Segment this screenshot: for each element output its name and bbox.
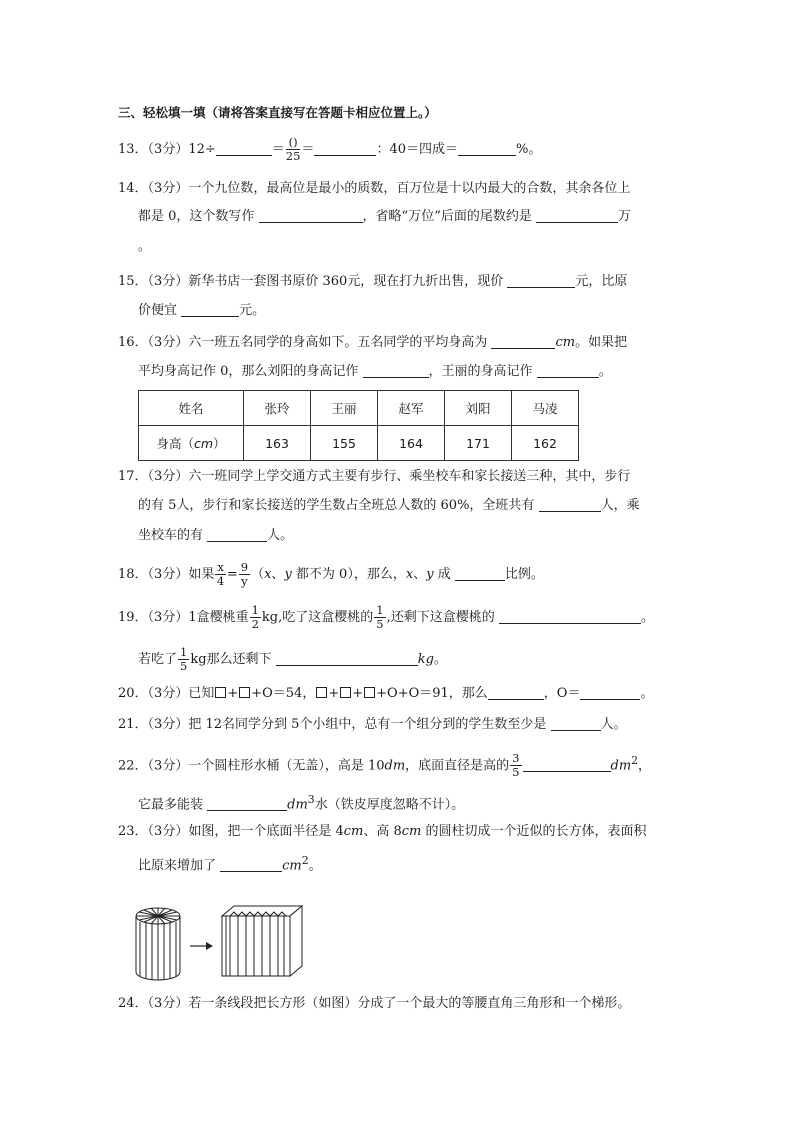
question-21: 21．（3分）把 12名同学分到 5个小组中，总有一个组分到的学生数至少是 人。 <box>118 717 627 732</box>
table-cell: 刘阳 <box>445 391 512 426</box>
cylinder-to-cuboid-figure <box>130 902 310 984</box>
table-cell: 身高（cm） <box>139 426 244 461</box>
square-symbol-icon <box>364 687 375 698</box>
answer-blank[interactable] <box>216 141 272 156</box>
question-23-line1: 23．（3分）如图，把一个底面半径是 4cm、高 8cm 的圆柱切成一个近似的长方体，表面积 <box>118 824 647 839</box>
cylinder-icon <box>136 908 180 980</box>
answer-blank[interactable] <box>259 208 363 223</box>
answer-blank[interactable] <box>207 796 287 811</box>
table-cell: 155 <box>311 426 378 461</box>
question-17-line2: 的有 5人，步行和家长接送的学生数占全班总人数的 60%，全班共有 人，乘 <box>138 498 640 513</box>
question-19-line2: 若吃了 $\frac{1}{5}$ kg那么还剩下 kg。 <box>138 645 447 673</box>
answer-blank[interactable] <box>536 208 618 223</box>
question-16-line1: 16．（3分）六一班五名同学的身高如下。五名同学的平均身高为 cm。如果把 <box>118 335 628 350</box>
answer-blank[interactable] <box>499 609 641 624</box>
question-13: 13．（3分）12÷ ＝ $\frac{()}{25}$ ＝ ：40＝四成＝ %。 <box>118 135 542 163</box>
question-18: 18．（3分）如果 $\frac{x}{4}$ = $\frac{9}{y}$ （x、y 都不为 0），那么，x、y 成 比例。 <box>118 560 544 588</box>
question-14-line2: 都是 0，这个数写作 ，省略“万位”后面的尾数约是 万 <box>138 209 631 224</box>
fraction: $\frac{()}{25}$ <box>285 135 301 163</box>
answer-blank[interactable] <box>207 527 267 542</box>
question-22-line1: 22．（3分）一个圆柱形水桶（无盖），高是 10dm，底面直径是高的 $\frac{3}{5}$ $dm^2$， <box>118 751 652 780</box>
answer-blank[interactable] <box>314 141 376 156</box>
answer-blank[interactable] <box>455 566 505 581</box>
table-cell: 张玲 <box>244 391 311 426</box>
fraction: $\frac{x}{4}$ <box>216 560 225 588</box>
answer-blank[interactable] <box>539 497 601 512</box>
answer-blank[interactable] <box>537 363 599 378</box>
table-cell: 王丽 <box>311 391 378 426</box>
table-cell: 赵军 <box>378 391 445 426</box>
fraction: $\frac{1}{5}$ <box>180 645 188 673</box>
question-23-line2: 比原来增加了 $cm^2$。 <box>138 854 322 874</box>
cuboid-icon <box>222 906 302 976</box>
square-symbol-icon <box>215 687 226 698</box>
question-15-line1: 15．（3分）新华书店一套图书原价 360元，现在打九折出售，现价 元，比原 <box>118 274 628 289</box>
answer-blank[interactable] <box>220 857 282 872</box>
table-cell: 马凌 <box>512 391 579 426</box>
question-16-line2: 平均身高记作 0，那么刘阳的身高记作 ，王丽的身高记作 。 <box>138 364 612 379</box>
table-cell: 162 <box>512 426 579 461</box>
fraction: $\frac{3}{5}$ <box>512 751 520 780</box>
answer-blank[interactable] <box>363 363 429 378</box>
answer-blank[interactable] <box>507 273 575 288</box>
answer-blank[interactable] <box>523 757 611 772</box>
question-19-line1: 19．（3分）1盒樱桃重 $\frac{1}{2}$ kg,吃了这盒樱桃的 $\frac{1}{5}$ ,还剩下这盒樱桃的 。 <box>118 603 654 631</box>
question-20: 20．（3分）已知 + +O＝54， + + +O+O＝91，那么 ，O＝ 。 <box>118 686 654 701</box>
fraction: $\frac{1}{2}$ <box>251 603 259 631</box>
square-symbol-icon <box>239 687 250 698</box>
square-symbol-icon <box>316 687 327 698</box>
question-17-line1: 17．（3分）六一班同学上学交通方式主要有步行、乘坐校车和家长接送三种，其中，步行 <box>118 469 631 484</box>
table-cell: 164 <box>378 426 445 461</box>
question-14-line1: 14．（3分）一个九位数，最高位是最小的质数，百万位是十以内最大的合数，其余各位上 <box>118 181 631 196</box>
table-cell: 171 <box>445 426 512 461</box>
answer-blank[interactable] <box>491 334 555 349</box>
answer-blank[interactable] <box>551 716 601 731</box>
question-17-line3: 坐校车的有 人。 <box>138 528 294 543</box>
table-row <box>139 426 579 461</box>
fraction: $\frac{1}{5}$ <box>376 603 384 631</box>
answer-blank[interactable] <box>276 651 418 666</box>
answer-blank[interactable] <box>580 685 640 700</box>
square-symbol-icon <box>340 687 351 698</box>
question-22-line2: 它最多能装 $dm^3$水（铁皮厚度忽略不计）。 <box>138 793 465 813</box>
height-table <box>138 390 579 461</box>
answer-blank[interactable] <box>181 302 239 317</box>
answer-blank[interactable] <box>488 685 544 700</box>
question-15-line2: 价便宜 元。 <box>138 303 266 318</box>
question-14-line3: 。 <box>138 239 152 254</box>
section-title: 三、轻松填一填（请将答案直接写在答题卡相应位置上。） <box>118 105 437 120</box>
table-header-row <box>139 391 579 426</box>
table-cell: 163 <box>244 426 311 461</box>
answer-blank[interactable] <box>458 141 516 156</box>
fraction: $\frac{9}{y}$ <box>240 560 249 588</box>
arrow-right-icon <box>190 942 213 950</box>
question-24: 24．（3分）若一条线段把长方形（如图）分成了一个最大的等腰直角三角形和一个梯形。 <box>118 996 631 1011</box>
table-cell: 姓名 <box>139 391 244 426</box>
